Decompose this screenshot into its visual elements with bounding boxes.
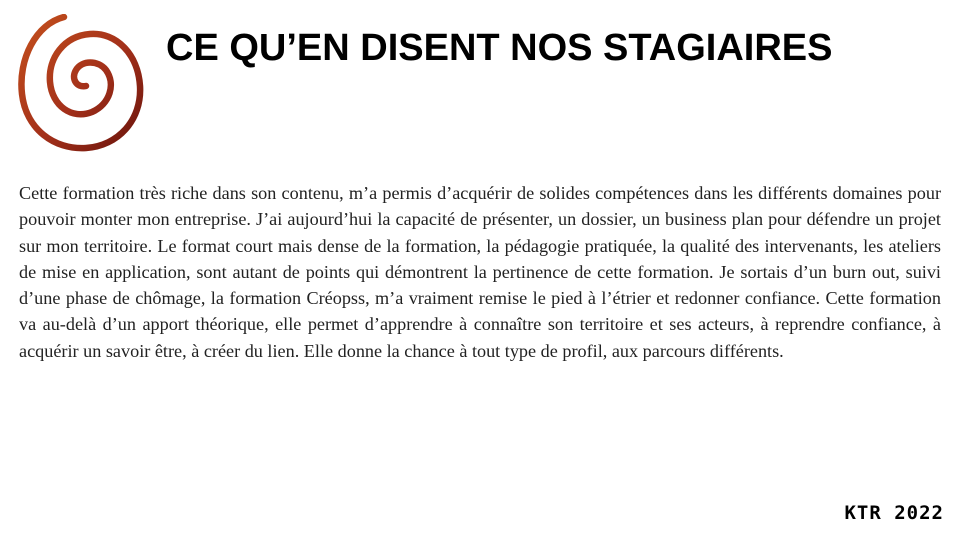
footer-label: KTR 2022 bbox=[844, 502, 944, 524]
spiral-logo-icon bbox=[14, 14, 146, 154]
testimonial-text: Cette formation très riche dans son contenu, m’a permis d’acquérir de solides compétences dans les différents domaines pour pouvoir monter mon entreprise. J’ai aujourd’hui la capacité de présenter, un dossier, un business plan pour défendre un projet sur mon territoire. Le format court mais dense de la formation, la pédagogie pratiquée, la qualité des intervenants, les ateliers de mise en application, sont autant de points qui démontrent la pertinence de cette formation. Je sortais d’un burn out, suivi d’une phase de chômage, la formation Créopss, m’a vraiment remise le pied à l’étrier et redonner confiance. Cette formation va au-delà d’un apport théorique, elle permet d’apprendre à connaître son territoire et ses acteurs, à reprendre confiance, à acquérir un savoir être, à créer du lien. Elle donne la chance à tout type de profil, aux parcours différents. bbox=[19, 183, 941, 361]
page-title: CE QU’EN DISENT NOS STAGIAIRES bbox=[166, 27, 833, 69]
